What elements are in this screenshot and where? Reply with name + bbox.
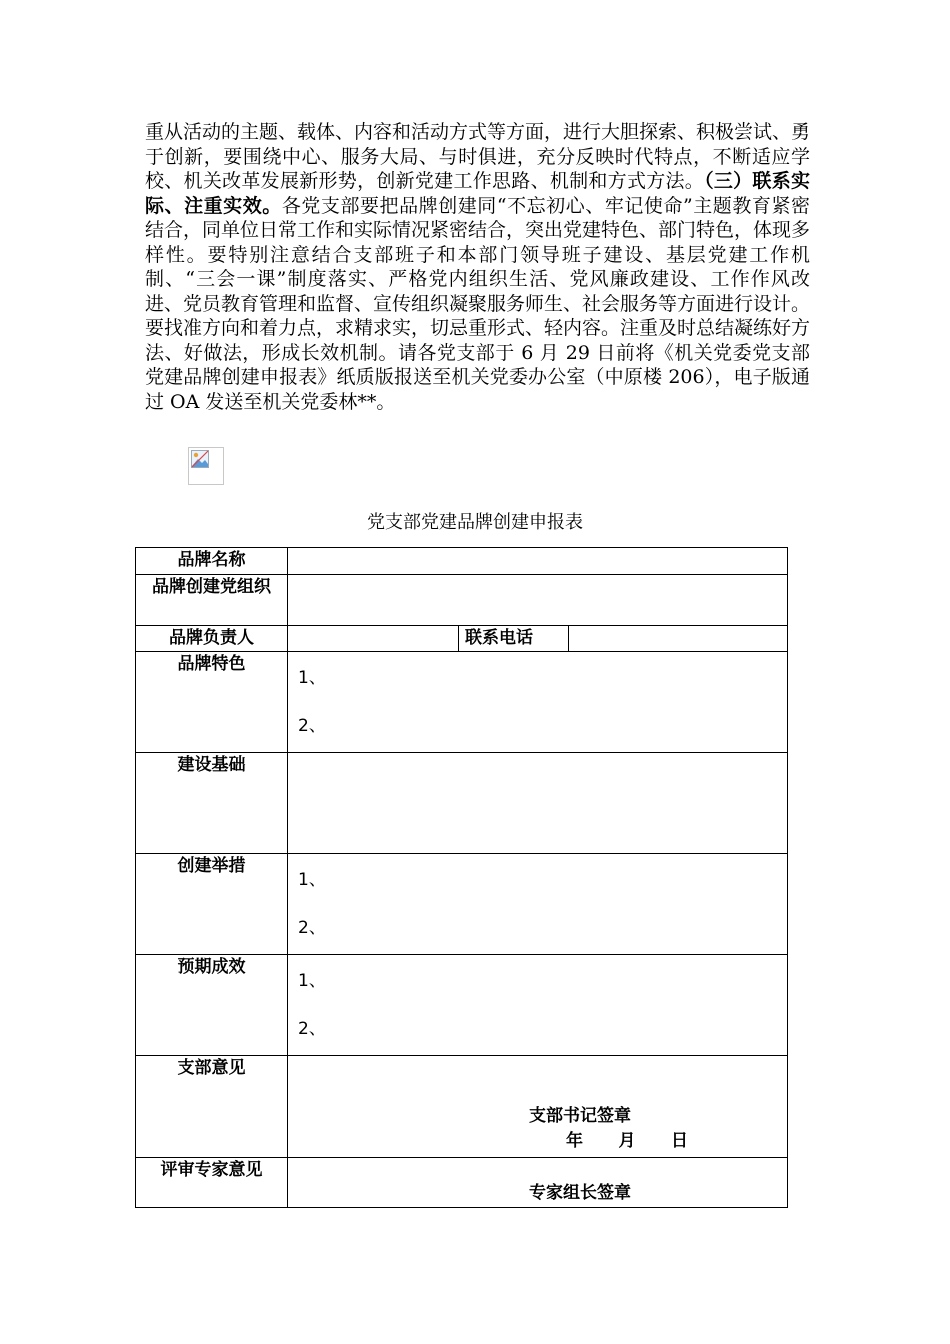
input-org[interactable] bbox=[288, 575, 788, 626]
input-leader[interactable] bbox=[288, 626, 459, 652]
paragraph-part-2: 各党支部要把品牌创建同“不忘初心、牢记使命”主题教育紧密结合，同单位日常工作和实际情况紧密结合，突出党建特色、部门特色，体现多样性。要特别注意结合支部班子和本部门领导班子建设、基层党建工作机制、“三会一课”制度落实、严格党内组织生活、党风廉政建设、工作作风改进、党员教育管理和监督、宣传组织凝聚服务师生、社会服务等方面进行设计。要找准方向和着力点，求精求实，切忌重形式、轻内容。注重及时总结凝练好方法、好做法，形成长效机制。请各党支部于 6 月 29 日前将《机关党委党支部党建品牌创建申报表》纸质版报送至机关党委办公室（中原楼 206），电子版通过 OA 发送至机关党委林**。 bbox=[145, 194, 811, 413]
label-leader: 品牌负责人 bbox=[136, 626, 288, 652]
row-outcomes bbox=[136, 955, 788, 1056]
expert-signature-label: 专家组长签章 bbox=[529, 1183, 631, 1203]
row-org bbox=[136, 575, 788, 626]
label-brand-name: 品牌名称 bbox=[136, 548, 288, 575]
label-measures: 创建举措 bbox=[136, 854, 288, 955]
label-branch-opinion: 支部意见 bbox=[136, 1056, 288, 1158]
outcomes-item-1: 1、 bbox=[298, 971, 326, 991]
row-foundation bbox=[136, 753, 788, 854]
form-title: 党支部党建品牌创建申报表 bbox=[367, 512, 583, 533]
input-foundation[interactable] bbox=[288, 753, 788, 854]
input-outcomes[interactable] bbox=[288, 955, 788, 1056]
input-branch-opinion[interactable] bbox=[288, 1056, 788, 1158]
label-foundation: 建设基础 bbox=[136, 753, 288, 854]
input-brand-name[interactable] bbox=[288, 548, 788, 575]
row-features bbox=[136, 652, 788, 753]
input-measures[interactable] bbox=[288, 854, 788, 955]
section-heading-3: （三）联系实际、注重实效。 bbox=[145, 170, 810, 217]
label-expert-opinion: 评审专家意见 bbox=[136, 1158, 288, 1208]
label-features: 品牌特色 bbox=[136, 652, 288, 753]
row-branch-opinion bbox=[136, 1056, 788, 1158]
row-brand-name bbox=[136, 548, 788, 575]
paragraph-part-1: 重从活动的主题、载体、内容和活动方式等方面，进行大胆探索、积极尝试、勇于创新，要围绕中心、服务大局、与时俱进，充分反映时代特点，不断适应学校、机关改革发展新形势，创新党建工作思路、机制和方式方法。 bbox=[145, 121, 811, 192]
date-line: 年 月 日 bbox=[566, 1131, 689, 1151]
application-form-table bbox=[135, 547, 788, 1208]
broken-image-icon bbox=[188, 447, 224, 485]
label-outcomes: 预期成效 bbox=[136, 955, 288, 1056]
features-item-2: 2、 bbox=[298, 716, 326, 736]
label-org: 品牌创建党组织 bbox=[136, 575, 288, 626]
measures-item-1: 1、 bbox=[298, 870, 326, 890]
branch-signature-label: 支部书记签章 bbox=[529, 1106, 631, 1126]
row-expert-opinion bbox=[136, 1158, 788, 1208]
row-leader bbox=[136, 626, 788, 652]
label-phone: 联系电话 bbox=[459, 626, 569, 652]
row-measures bbox=[136, 854, 788, 955]
body-paragraph bbox=[145, 120, 810, 414]
measures-item-2: 2、 bbox=[298, 918, 326, 938]
input-phone[interactable] bbox=[569, 626, 788, 652]
outcomes-item-2: 2、 bbox=[298, 1019, 326, 1039]
input-expert-opinion[interactable] bbox=[288, 1158, 788, 1208]
input-features[interactable] bbox=[288, 652, 788, 753]
features-item-1: 1、 bbox=[298, 668, 326, 688]
